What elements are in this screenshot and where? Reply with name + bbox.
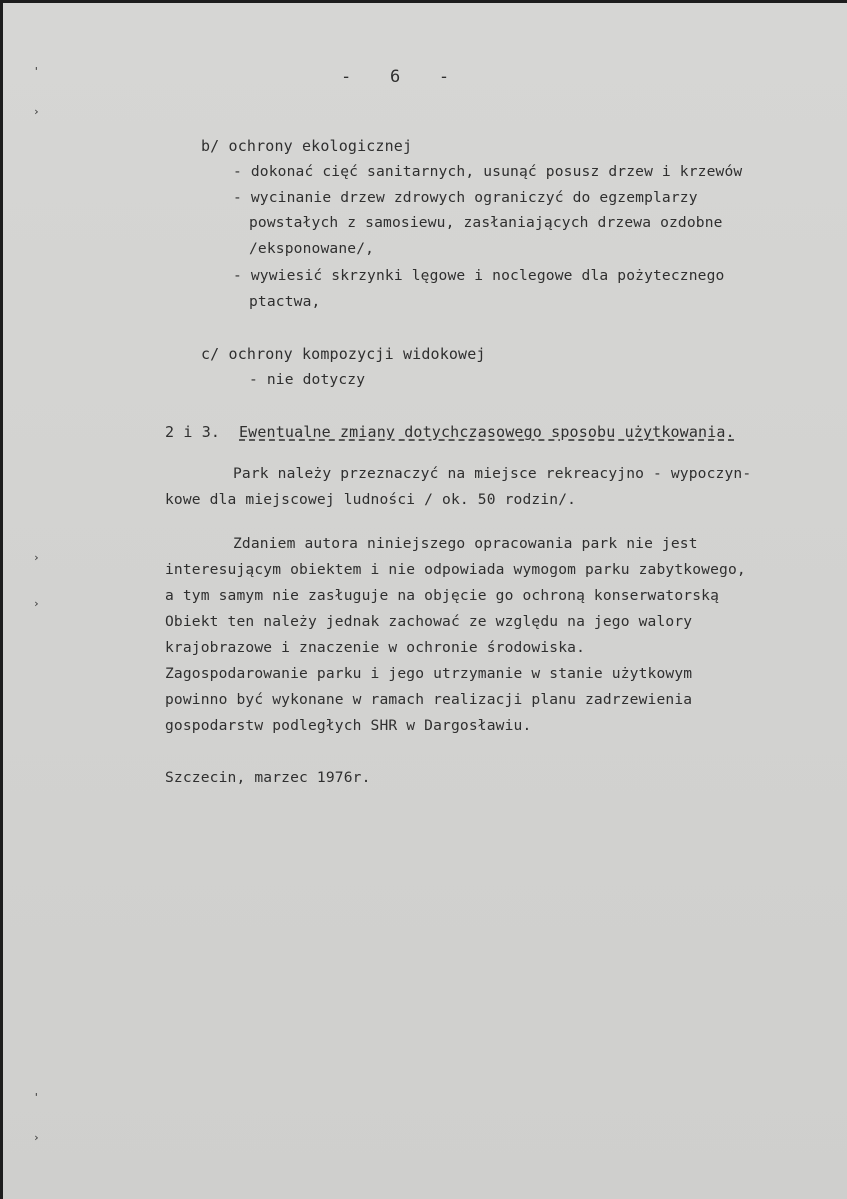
paragraph-line: gospodarstw podległych SHR w Dargosławiu. (165, 717, 532, 734)
section-title: Ewentualne zmiany dotychczasowego sposobu użytkowania. (239, 423, 735, 441)
place-date: Szczecin, marzec 1976r. (165, 769, 371, 786)
margin-mark: ' (33, 1091, 40, 1104)
paragraph-line: kowe dla miejscowej ludności / ok. 50 rodzin/. (165, 491, 577, 508)
margin-mark: › (33, 551, 40, 564)
section-b-line: ptactwa, (249, 293, 321, 310)
section-number: 2 i 3. (165, 423, 221, 441)
paragraph-line: Park należy przeznaczyć na miejsce rekreacyjno - wypoczyn- (233, 465, 752, 482)
paragraph-line: krajobrazowe i znaczenie w ochronie środowiska. (165, 639, 586, 656)
paragraph-line: interesującym obiektem i nie odpowiada wymogom parku zabytkowego, (165, 561, 746, 578)
section-b-line: - wycinanie drzew zdrowych ograniczyć do egzemplarzy (233, 189, 698, 206)
margin-mark: ' (33, 65, 40, 78)
paragraph-line: Zdaniem autora niniejszego opracowania park nie jest (233, 535, 698, 552)
section-b-line: powstałych z samosiewu, zasłaniających drzewa ozdobne (249, 214, 723, 231)
section-b-line: - wywiesić skrzynki lęgowe i noclegowe dla pożytecznego (233, 267, 725, 284)
section-c-line: - nie dotyczy (249, 371, 366, 388)
margin-mark: › (33, 105, 40, 118)
section-b-line: - dokonać cięć sanitarnych, usunąć posusz drzew i krzewów (233, 163, 743, 180)
page-number: - 6 - (341, 67, 452, 87)
margin-mark: › (33, 597, 40, 610)
paragraph-line: Obiekt ten należy jednak zachować ze względu na jego walory (165, 613, 693, 630)
section-b-line: /eksponowane/, (249, 240, 375, 257)
paragraph-line: Zagospodarowanie parku i jego utrzymanie w stanie użytkowym (165, 665, 693, 682)
paragraph-line: powinno być wykonane w ramach realizacji planu zadrzewienia (165, 691, 693, 708)
section-c-heading: c/ ochrony kompozycji widokowej (201, 345, 486, 363)
margin-mark: › (33, 1131, 40, 1144)
paragraph-line: a tym samym nie zasługuje na objęcie go ochroną konserwatorską (165, 587, 720, 604)
section-b-heading: b/ ochrony ekologicznej (201, 137, 413, 155)
